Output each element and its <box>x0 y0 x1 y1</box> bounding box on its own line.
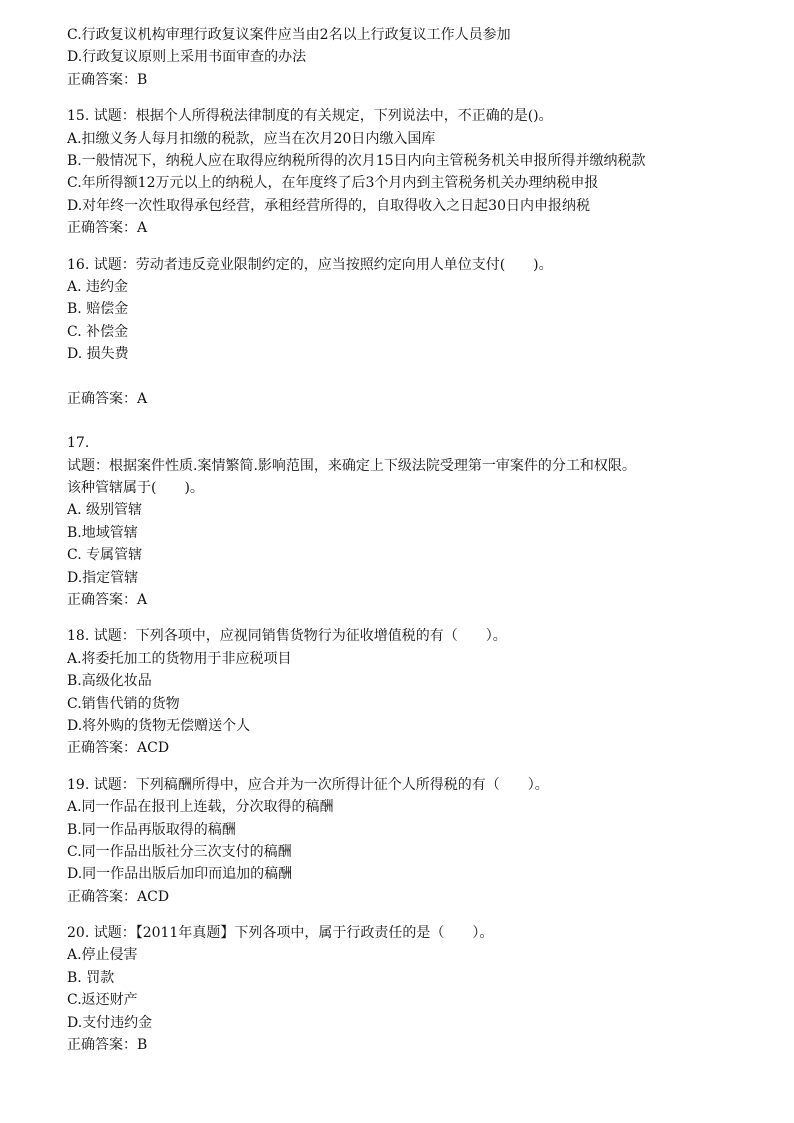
option-b: B. 赔偿金 <box>67 301 129 318</box>
answer: 正确答案：ACD <box>67 888 170 905</box>
option-c: C. 补偿金 <box>67 323 129 340</box>
option-b: B.地域管辖 <box>67 524 138 541</box>
answer: 正确答案：A <box>67 390 148 407</box>
option-a: A. 级别管辖 <box>67 502 143 519</box>
option-c: C.返还财产 <box>67 992 138 1009</box>
option-b: B. 罚款 <box>67 969 115 986</box>
question-14-tail <box>67 24 767 91</box>
option-b: B.一般情况下，纳税人应在取得应纳税所得的次月15日内向主管税务机关申报所得并缴纳税款 <box>67 152 646 169</box>
option-c: C. 专属管辖 <box>67 547 143 564</box>
question-19 <box>67 774 767 908</box>
question-stem: 15. 试题：根据个人所得税法律制度的有关规定，下列说法中，不正确的是()。 <box>67 108 553 125</box>
answer: 正确答案：B <box>67 71 148 88</box>
option-c: C.同一作品出版社分三次支付的稿酬 <box>67 843 292 860</box>
question-16 <box>67 254 767 411</box>
answer: 正确答案：ACD <box>67 740 170 757</box>
option-c: C.行政复议机构审理行政复议案件应当由2名以上行政复议工作人员参加 <box>67 27 511 43</box>
option-b: B.高级化妆品 <box>67 673 152 690</box>
option-a: A.停止侵害 <box>67 947 138 964</box>
option-a: A.将委托加工的货物用于非应税项目 <box>67 650 292 667</box>
question-17 <box>67 432 767 611</box>
question-stem: 20. 试题：【2011年真题】下列各项中，属于行政责任的是（ ）。 <box>67 925 494 942</box>
option-c: C.销售代销的货物 <box>67 695 180 712</box>
option-a: A.扣缴义务人每月扣缴的税款，应当在次月20日内缴入国库 <box>67 130 436 147</box>
option-d: D.指定管辖 <box>67 569 139 586</box>
question-15 <box>67 105 767 239</box>
question-number: 17. <box>67 435 90 452</box>
question-18 <box>67 625 767 759</box>
question-stem: 19. 试题：下列稿酬所得中，应合并为一次所得计征个人所得税的有（ ）。 <box>67 776 549 793</box>
question-stem: 18. 试题：下列各项中，应视同销售货物行为征收增值税的有（ ）。 <box>67 628 507 645</box>
option-b: B.同一作品再版取得的稿酬 <box>67 821 236 838</box>
question-stem-line: 试题：根据案件性质.案情繁简.影响范围，来确定上下级法院受理第一审案件的分工和权限。 <box>67 457 636 474</box>
option-d: D. 损失费 <box>67 346 129 363</box>
option-a: A.同一作品在报刊上连载，分次取得的稿酬 <box>67 799 334 816</box>
question-stem-line: 该种管辖属于( )。 <box>67 480 204 497</box>
answer: 正确答案：A <box>67 220 148 237</box>
answer: 正确答案：A <box>67 591 148 608</box>
option-a: A. 违约金 <box>67 278 129 295</box>
question-20 <box>67 922 767 1056</box>
option-d: D.支付违约金 <box>67 1014 153 1031</box>
option-d: D.同一作品出版后加印而追加的稿酬 <box>67 866 293 883</box>
answer: 正确答案：B <box>67 1037 148 1054</box>
option-d: D.对年终一次性取得承包经营，承租经营所得的，自取得收入之日起30日内申报纳税 <box>67 197 590 214</box>
question-stem: 16. 试题：劳动者违反竞业限制约定的，应当按照约定向用人单位支付( )。 <box>67 256 553 273</box>
option-c: C.年所得额12万元以上的纳税人，在年度终了后3个月内到主管税务机关办理纳税申报 <box>67 175 599 192</box>
document-page <box>67 24 767 1056</box>
option-d: D.将外购的货物无偿赠送个人 <box>67 717 251 734</box>
option-d: D.行政复议原则上采用书面审查的办法 <box>67 49 307 66</box>
